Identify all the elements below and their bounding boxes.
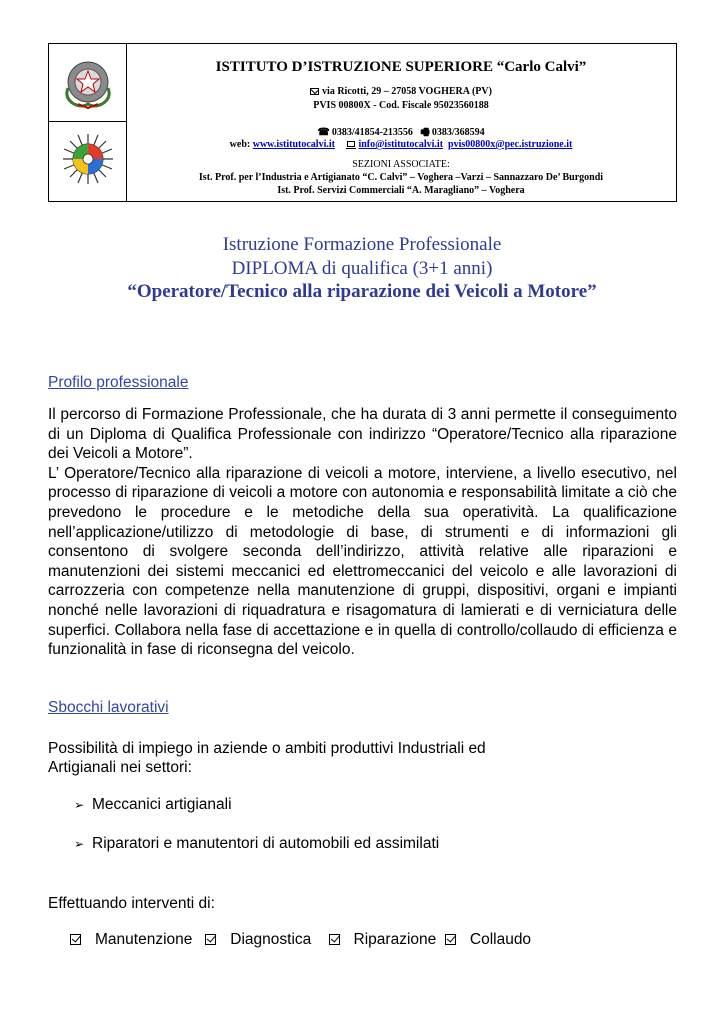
letterhead [48, 43, 677, 202]
address-line: via Ricotti, 29 – 27058 VOGHERA (PV) [126, 86, 676, 97]
course-category: Istruzione Formazione Professionale [222, 234, 502, 255]
profilo-heading: Profilo professionale [48, 374, 189, 391]
profilo-paragraph-2: L’ Operatore/Tecnico alla riparazione di veicoli a motore, interviene, a livello esecutivo, nel processo di riparazione di veicoli a motore con autonomia e responsabilità limitate a ciò che prevedono le procedure e le metodiche della sua operatività. La qualificazione nell’applicazione/utilizzo di metodologie di base, di strumenti e di informazioni gli consentono di svolgere seconda dell’indirizzo, attività relative alle riparazioni e manutenzioni dei sistemi meccanici ed elettromeccanici del veicolo e alle lavorazioni di carrozzeria con competenze nella manutenzione di gruppi, dispositivi, organi e impianti nonché nelle lavorazioni di riquadratura e risagomatura di lamierati e di verniciatura delle superfici. Collabora nella fase di accettazione e in quella di controllo/collaudo di efficienza e funzionalità in fase di riconsegna del veicolo. [48, 464, 677, 659]
logo-divider [49, 121, 126, 122]
checkbox-icon [205, 934, 216, 945]
sezioni-label: SEZIONI ASSOCIATE: [352, 159, 450, 170]
fiscal-codes: PVIS 00800X - Cod. Fiscale 95023560188 [313, 100, 489, 111]
logo-column [49, 44, 127, 201]
envelope-icon [310, 88, 319, 95]
interventi-label: Effettuando interventi di: [48, 895, 215, 912]
checkbox-icon [329, 934, 340, 945]
computer-icon [347, 141, 355, 147]
website-link[interactable]: www.istitutocalvi.it [252, 139, 335, 150]
phone-icon: ☎ [317, 127, 330, 138]
web-line: web: www.istitutocalvi.it info@istitutocalvi.it pvis00800x@pec.istruzione.it [229, 139, 573, 150]
sezione-commerciali: Ist. Prof. Servizi Commerciali “A. Maragliano” – Voghera [277, 185, 525, 196]
pec-link[interactable]: pvis00800x@pec.istruzione.it [448, 139, 573, 150]
sbocchi-intro-2: Artigianali nei settori: [48, 759, 192, 776]
school-logo-icon [61, 132, 115, 186]
sbocchi-intro-1: Possibilità di impiego in aziende o ambiti produttivi Industriali ed [48, 740, 486, 757]
sbocchi-heading: Sbocchi lavorativi [48, 699, 169, 716]
fax-icon: 🖷 [420, 127, 430, 138]
sezione-industria: Ist. Prof. per l’Industria e Artigianato “C. Calvi” – Voghera –Varzi – Sannazzaro De’ Burgondi [198, 172, 604, 183]
contact-numbers: ☎ 0383/41854-213556 🖷 0383/368594 [317, 127, 485, 138]
checklist-item: Collaudo [445, 931, 531, 949]
arrow-bullet-icon: ➢ [74, 837, 85, 851]
checkbox-icon [70, 934, 81, 945]
checkbox-icon [445, 934, 456, 945]
profilo-paragraph-1: Il percorso di Formazione Professionale, che ha durata di 3 anni permette il conseguimento di un Diploma di Qualifica Professionale con indirizzo “Operatore/Tecnico alla riparazione dei Veicoli a Motore”. [48, 406, 677, 463]
diploma-title: DIPLOMA di qualifica (3+1 anni) [231, 258, 493, 279]
list-item: ➢ Meccanici artigianali [74, 796, 232, 813]
list-item: ➢ Riparatori e manutentori di automobili ed assimilati [74, 835, 440, 852]
qualification-title: “Operatore/Tecnico alla riparazione dei Veicoli a Motore” [127, 281, 597, 302]
checklist-item: Riparazione [329, 931, 437, 949]
checklist-item: Diagnostica [205, 931, 311, 949]
institute-name: ISTITUTO D’ISTRUZIONE SUPERIORE “Carlo Calvi” [215, 59, 587, 75]
email-link[interactable]: info@istitutocalvi.it [358, 139, 444, 150]
arrow-bullet-icon: ➢ [74, 798, 85, 812]
interventi-list [70, 931, 531, 949]
checklist-item: Manutenzione [70, 931, 192, 949]
republic-emblem-icon [62, 54, 114, 110]
profilo-body [48, 405, 677, 660]
